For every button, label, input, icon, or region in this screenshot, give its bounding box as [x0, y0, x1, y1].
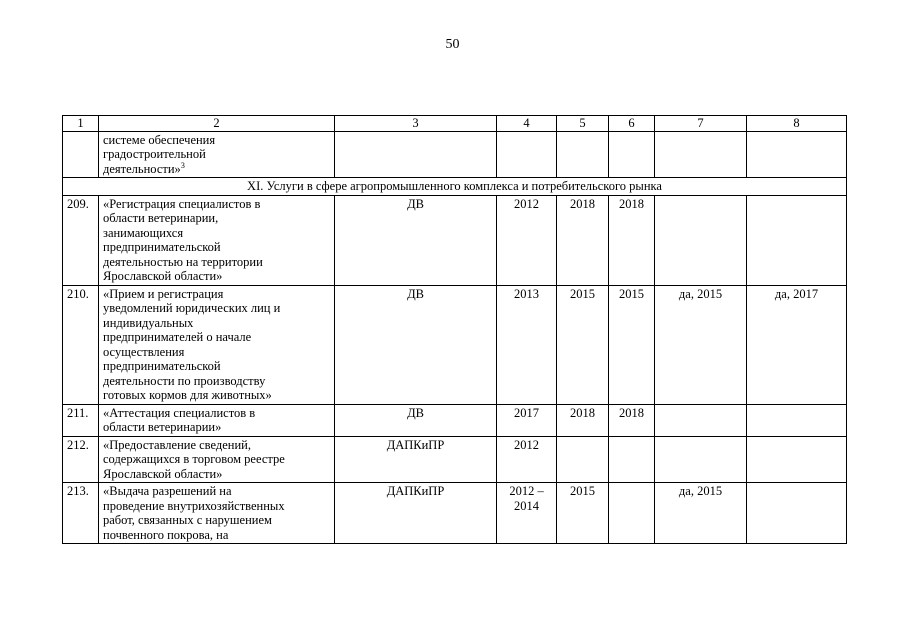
text-line: почвенного покрова, на [103, 527, 229, 542]
cell-col3: ДВ [335, 404, 497, 436]
footnote-marker: 3 [180, 160, 185, 170]
cell-num: 213. [63, 483, 99, 544]
text-line: проведение внутрихозяйственных [103, 498, 285, 513]
text-line: работ, связанных с нарушением [103, 513, 272, 527]
text-line: 2012 – [509, 484, 544, 498]
text-line: Ярославской области» [103, 269, 223, 283]
header-cell: 6 [609, 116, 655, 132]
table-row-continuation [63, 131, 847, 178]
page-number: 50 [445, 37, 460, 52]
cell-col6 [609, 483, 655, 544]
cell-col4 [497, 483, 557, 544]
text-line: Ярославской области» [103, 466, 223, 481]
cell-col7 [655, 131, 747, 178]
text-line: области ветеринарии» [103, 420, 222, 434]
section-title: XI. Услуги в сфере агропромышленного комплекса и потребительского рынка [63, 178, 847, 196]
text-line: осуществления [103, 344, 185, 359]
text-line: 2014 [514, 498, 539, 513]
text-line: предпринимателей о начале [103, 330, 252, 344]
section-row [63, 178, 847, 196]
cell-col7 [655, 404, 747, 436]
cell-col7: да, 2015 [655, 285, 747, 404]
cell-col3: ДАПКиПР [335, 436, 497, 483]
cell-col6 [609, 131, 655, 178]
text-line: области ветеринарии, [103, 211, 219, 225]
cell-service-name [99, 131, 335, 178]
cell-num: 210. [63, 285, 99, 404]
cell-col7: да, 2015 [655, 483, 747, 544]
text-line: предпринимательской [103, 359, 221, 373]
table-row [63, 436, 847, 483]
cell-col4: 2017 [497, 404, 557, 436]
cell-service-name [99, 483, 335, 544]
text-line: «Регистрация специалистов в [103, 196, 261, 211]
cell-col8 [747, 195, 847, 285]
cell-num: 211. [63, 404, 99, 436]
cell-col6: 2015 [609, 285, 655, 404]
cell-col5 [557, 131, 609, 178]
cell-num: 209. [63, 195, 99, 285]
text-line: уведомлений юридических лиц и [103, 301, 281, 315]
cell-col5: 2018 [557, 195, 609, 285]
text-line: деятельности» [103, 161, 181, 176]
cell-service-name [99, 285, 335, 404]
cell-col5: 2018 [557, 404, 609, 436]
text-line: «Прием и регистрация [103, 286, 224, 301]
cell-col8 [747, 483, 847, 544]
cell-col4: 2013 [497, 285, 557, 404]
text-line: «Предоставление сведений, [103, 437, 251, 452]
header-cell: 7 [655, 116, 747, 132]
text-line: деятельности по производству [103, 373, 266, 388]
cell-col3 [335, 131, 497, 178]
text-line: содержащихся в торговом реестре [103, 452, 285, 466]
table-row [63, 285, 847, 404]
table-row [63, 483, 847, 544]
cell-col5: 2015 [557, 483, 609, 544]
cell-col8 [747, 436, 847, 483]
cell-col5 [557, 436, 609, 483]
cell-col6: 2018 [609, 404, 655, 436]
cell-col7 [655, 195, 747, 285]
cell-col8: да, 2017 [747, 285, 847, 404]
table-row [63, 195, 847, 285]
header-cell: 8 [747, 116, 847, 132]
header-cell: 4 [497, 116, 557, 132]
text-line: деятельностью на территории [103, 254, 263, 269]
text-line: «Аттестация специалистов в [103, 405, 256, 420]
cell-col3: ДВ [335, 285, 497, 404]
cell-col4: 2012 [497, 195, 557, 285]
services-table [62, 115, 847, 544]
cell-col5: 2015 [557, 285, 609, 404]
cell-col8 [747, 131, 847, 178]
cell-col3: ДАПКиПР [335, 483, 497, 544]
text-line: системе обеспечения [103, 132, 216, 147]
cell-num: 212. [63, 436, 99, 483]
cell-service-name [99, 195, 335, 285]
text-line: градостроительной [103, 147, 206, 161]
cell-service-name [99, 404, 335, 436]
cell-col7 [655, 436, 747, 483]
text-line: занимающихся [103, 225, 184, 240]
text-line: предпринимательской [103, 240, 221, 254]
cell-service-name [99, 436, 335, 483]
header-cell: 5 [557, 116, 609, 132]
cell-col3: ДВ [335, 195, 497, 285]
cell-num [63, 131, 99, 178]
text-line: индивидуальных [103, 315, 194, 330]
text-line: готовых кормов для животных» [103, 388, 272, 402]
header-cell: 2 [99, 116, 335, 132]
table-row [63, 404, 847, 436]
table-header-row [63, 116, 847, 132]
text-line: «Выдача разрешений на [103, 484, 232, 498]
cell-col6 [609, 436, 655, 483]
cell-col4 [497, 131, 557, 178]
header-cell: 3 [335, 116, 497, 132]
cell-col8 [747, 404, 847, 436]
cell-col4: 2012 [497, 436, 557, 483]
header-cell: 1 [63, 116, 99, 132]
cell-col6: 2018 [609, 195, 655, 285]
